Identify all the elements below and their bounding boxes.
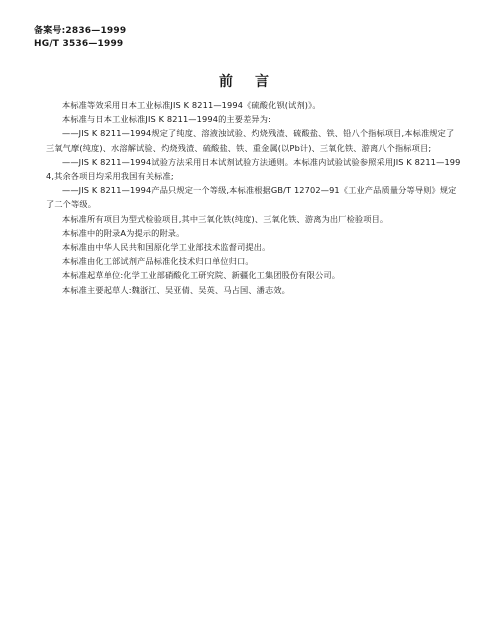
paragraph: 本标准起草单位:化学工业部硝酸化工研究院、新疆化工集团股份有限公司。 — [62, 270, 341, 281]
paragraph: 本标准等效采用日本工业标准JIS K 8211—1994《硫酸化钡(试剂)》。 — [62, 100, 321, 110]
paragraph: 本标准与日本工业标准JIS K 8211—1994的主要差异为: — [62, 114, 272, 125]
paragraph: 本标准所有项目为型式检验项目,其中三氧化铁(纯度)、三氧化铁、游离为出厂检验项目。 — [62, 213, 389, 224]
document-header — [34, 25, 126, 51]
standard-code: HG/T 3536—1999 — [34, 39, 124, 49]
page-title: 前言 — [219, 74, 291, 90]
foreword-body — [46, 98, 462, 297]
paragraph: ——JIS K 8211—1994试验方法采用日本试剂试验方法通则。本标准内试验试验参照采用JIS K 8211—1994,其余各项目均采用我国有关标准; — [46, 156, 461, 182]
paragraph: 本标准由中华人民共和国原化学工业部技术监督司提出。 — [62, 242, 271, 253]
paragraph: ——JIS K 8211—1994产品只规定一个等级,本标准根据GB/T 12702—91《工业产品质量分等导则》规定了二个等级。 — [46, 185, 457, 210]
paragraph: 本标准由化工部试剂产品标准化技术归口单位归口。 — [62, 256, 254, 267]
paragraph: 本标准中的附录A为提示的附录。 — [62, 227, 185, 238]
paragraph: 本标准主要起草人:魏浙江、吴亚倩、吴英、马占国、潘志效。 — [62, 284, 291, 295]
record-number: 备案号:2836—1999 — [34, 26, 127, 36]
paragraph: ——JIS K 8211—1994规定了纯度、溶液浊试验、灼烧残渣、硫酸盐、铁、铅八个指标项目,本标准规定了三氧气摩(纯度)、水溶解试验、灼烧残渣、硫酸盐、铁、重金属(以Pb计)、三氧化铁、游离八个指标项目; — [46, 128, 455, 153]
